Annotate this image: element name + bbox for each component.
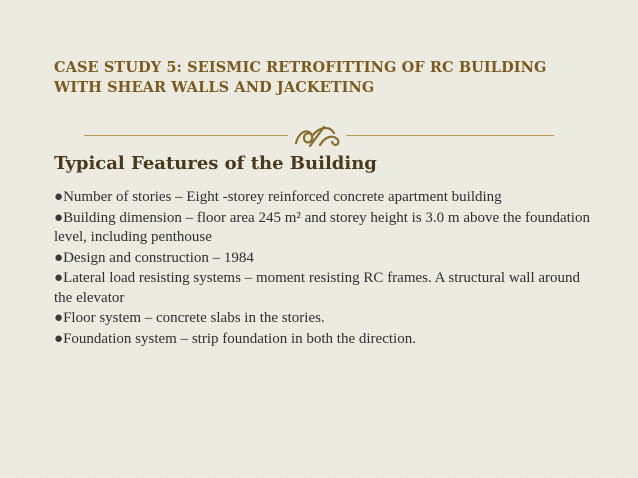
slide-title [54, 58, 594, 98]
list-item [54, 269, 590, 308]
bullet-icon: ● [54, 330, 64, 347]
list-item-text: Building dimension – floor area 245 m² and storey height is 3.0 m above the foundation level, including penthouse [54, 209, 590, 245]
list-item [54, 209, 590, 248]
list-item-text: Lateral load resisting systems – moment resisting RC frames. A structural wall around the elevator [54, 270, 581, 306]
list-item [54, 309, 590, 329]
bullet-icon: ● [54, 209, 64, 226]
bullet-icon: ● [54, 249, 64, 266]
divider-line-left [84, 135, 288, 136]
list-item [54, 330, 590, 350]
bullet-icon: ● [54, 310, 64, 326]
list-item-text: Foundation system – strip foundation in both the direction. [63, 330, 416, 347]
feature-list [54, 188, 590, 350]
bullet-icon: ● [54, 270, 64, 286]
bullet-icon: ● [54, 189, 64, 205]
list-item-text: Floor system – concrete slabs in the stories. [63, 310, 325, 326]
list-item [54, 188, 590, 208]
list-item-text: Design and construction – 1984 [63, 249, 254, 266]
ornament-scroll-icon [290, 123, 344, 149]
divider-line-right [346, 135, 554, 136]
list-item-text: Number of stories – Eight -storey reinforced concrete apartment building [63, 189, 502, 205]
slide-title-line-1: CASE STUDY 5: SEISMIC RETROFITTING OF RC BUILDING [54, 59, 547, 76]
slide-title-line-2: WITH SHEAR WALLS AND JACKETING [54, 79, 375, 96]
title-divider [84, 123, 554, 149]
section-heading: Typical Features of the Building [54, 153, 377, 174]
list-item [54, 249, 590, 269]
